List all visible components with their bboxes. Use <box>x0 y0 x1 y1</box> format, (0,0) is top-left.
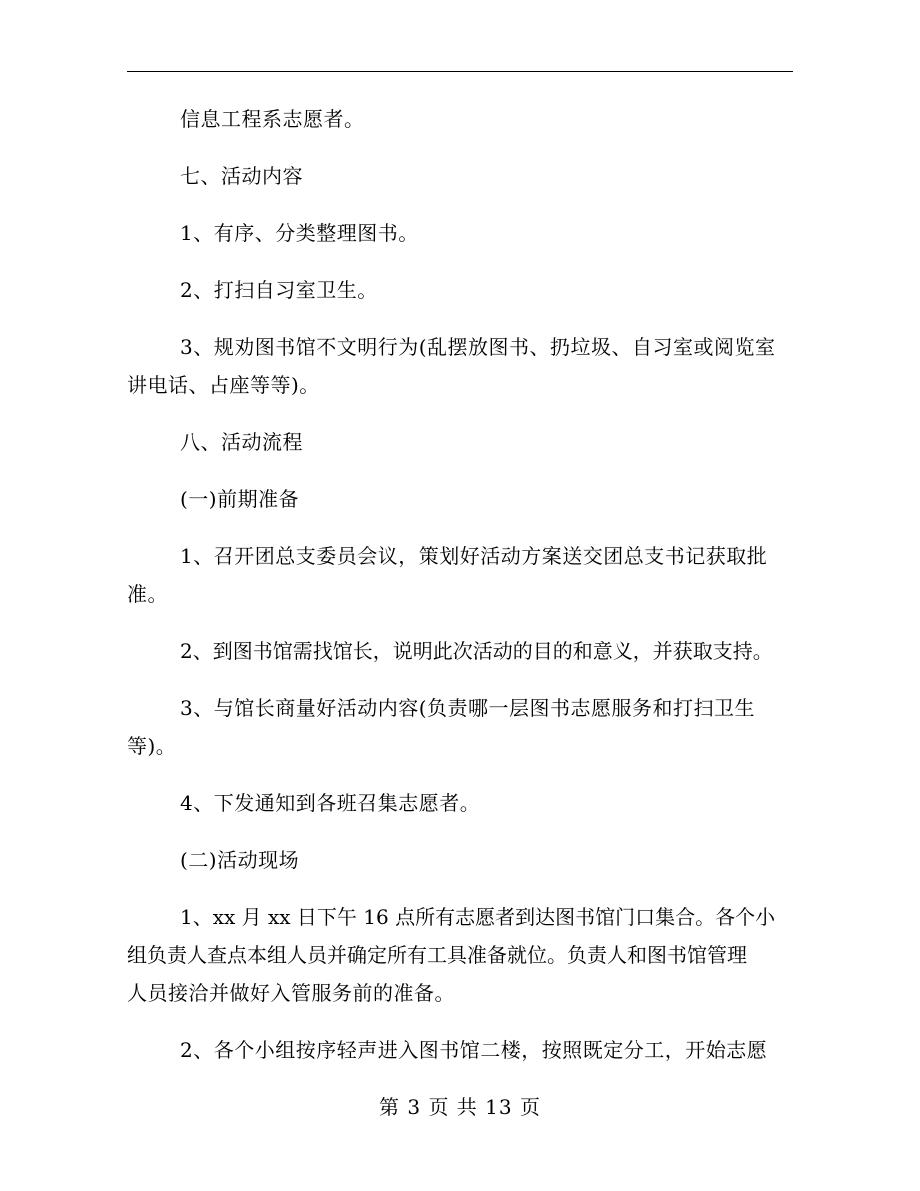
paragraph-line: 3、与馆长商量好活动内容(负责哪一层图书志愿服务和打扫卫生 <box>180 696 756 720</box>
paragraph-line: 准。 <box>127 582 168 606</box>
paragraph-line: 讲电话、占座等等)。 <box>127 373 320 397</box>
list-item: 2、各个小组按序轻声进入图书馆二楼，按照既定分工，开始志愿 <box>180 1038 768 1062</box>
list-item: 2、到图书馆需找馆长，说明此次活动的目的和意义，并获取支持。 <box>180 639 773 663</box>
subsection-heading: (二)活动现场 <box>180 848 300 872</box>
paragraph-line: 1、召开团总支委员会议，策划好活动方案送交团总支书记获取批 <box>180 544 768 568</box>
list-item <box>127 689 793 765</box>
header-rule <box>127 71 793 72</box>
paragraph: 信息工程系志愿者。 <box>180 107 365 131</box>
list-item <box>127 328 793 404</box>
document-body <box>127 100 793 1069</box>
list-item: 4、下发通知到各班召集志愿者。 <box>180 791 481 815</box>
paragraph-line: 等)。 <box>127 734 177 758</box>
paragraph-line: 组负责人查点本组人员并确定所有工具准备就位。负责人和图书馆管理 <box>127 943 747 967</box>
section-heading: 八、活动流程 <box>180 430 303 454</box>
paragraph-line: 人员接洽并做好入管服务前的准备。 <box>127 981 455 1005</box>
list-item: 1、有序、分类整理图书。 <box>180 221 419 245</box>
list-item <box>127 537 793 613</box>
section-heading: 七、活动内容 <box>180 164 303 188</box>
paragraph-line: 1、xx 月 xx 日下午 16 点所有志愿者到达图书馆门口集合。各个小 <box>180 905 776 929</box>
list-item <box>127 898 793 1012</box>
list-item: 2、打扫自习室卫生。 <box>180 278 378 302</box>
page-number: 第 3 页 共 13 页 <box>379 1095 541 1119</box>
paragraph-line: 3、规劝图书馆不文明行为(乱摆放图书、扔垃圾、自习室或阅览室 <box>180 335 776 359</box>
subsection-heading: (一)前期准备 <box>180 487 300 511</box>
